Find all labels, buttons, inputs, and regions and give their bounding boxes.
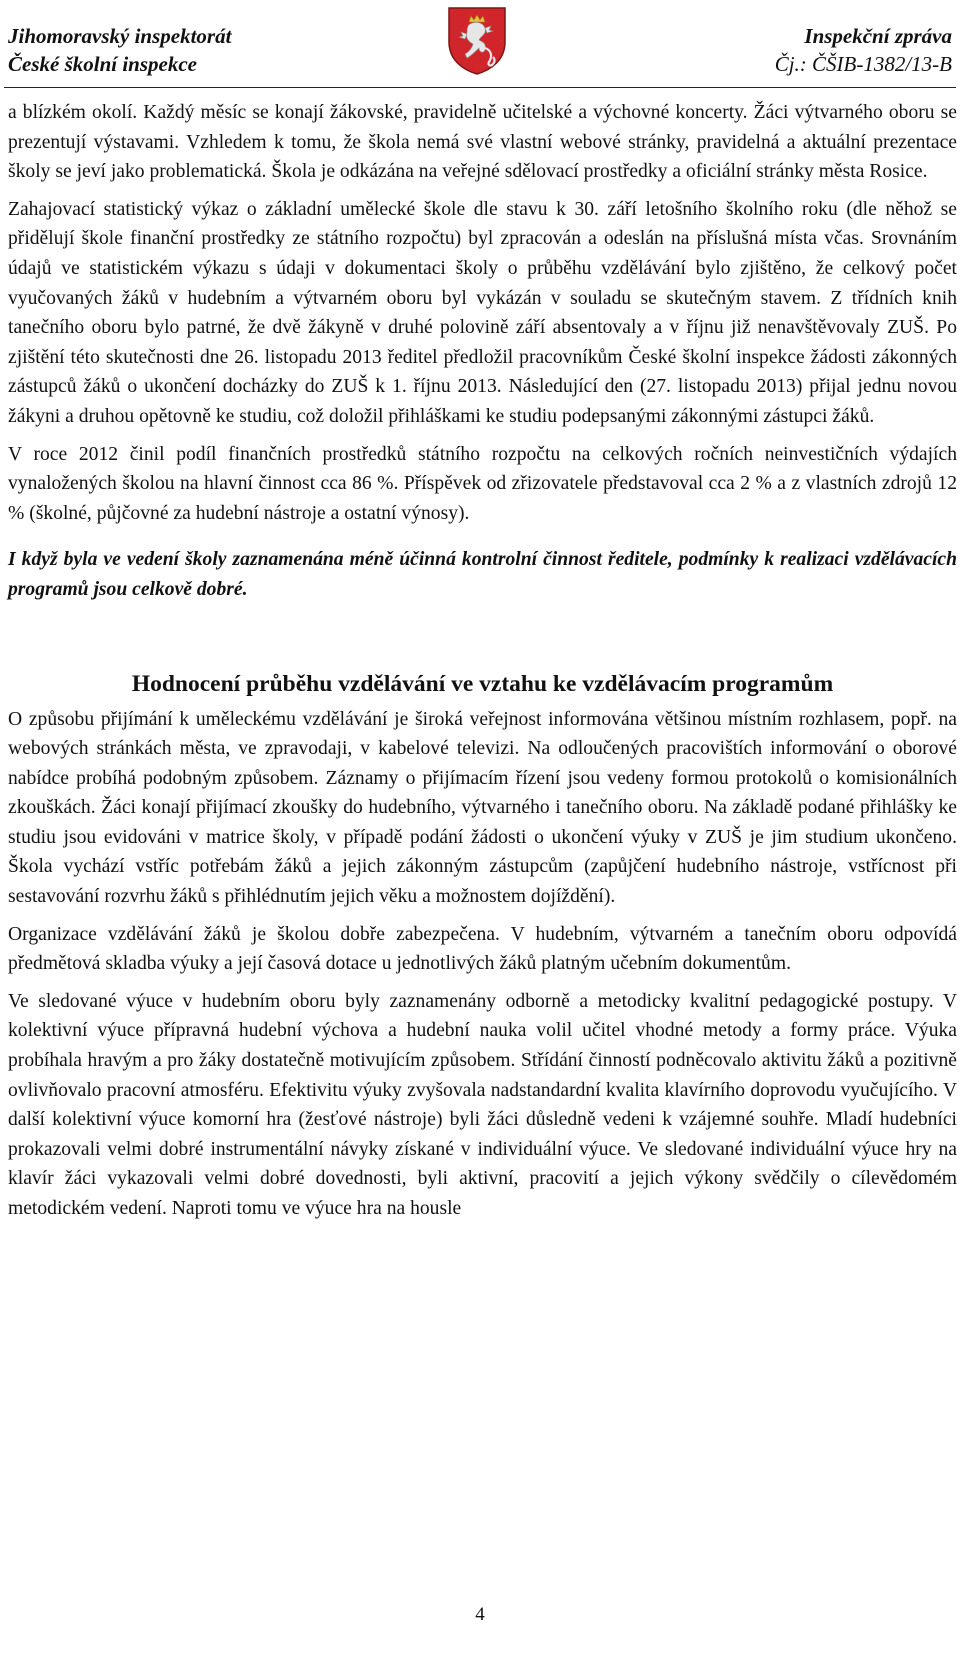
section-heading: Hodnocení průběhu vzdělávání ve vztahu ke vzdělávacím programům	[131, 670, 834, 697]
header-divider	[4, 87, 956, 88]
conclusion-statement: I když byla ve vedení školy zaznamenána méně účinná kontrolní činnost ředitele, podmínky k realizaci vzdělávacích programů jsou celkově dobré.	[8, 549, 957, 600]
page-number: 4	[475, 1604, 485, 1625]
paragraph: Organizace vzdělávání žáků je školou dobře zabezpečena. V hudebním, výtvarném a tanečním oboru odpovídá předmětová skladba výuky a její časová dotace u jednotlivých žáků platným učebním dokumentům.	[8, 923, 957, 975]
header-right	[775, 22, 952, 78]
czech-lion-emblem-icon	[445, 4, 509, 76]
page-header	[0, 0, 960, 90]
paragraph: O způsobu přijímání k uměleckému vzdělávání je široká veřejnost informována většinou místním rozhlasem, popř. na webových stránkách města, ve zpravodaji, v kabelové televizi. Na odloučených pracovištích informování o oborové nabídce probíhá podobným způsobem. Záznamy o přijímacím řízení jsou vedeny formou protokolů o komisionálních zkouškách. Žáci konají přijímací zkoušky do hudebního, výtvarného i tanečního oboru. Na základě podané přihlášky ke studiu jsou evidováni v matrice školy, v případě podání žádosti o ukončení výuky v ZUŠ je jim studium ukončeno. Škola vychází vstříc potřebám žáků a jejich zákonným zástupcům (zapůjčení hudebního nástroje, vstřícnost při sestavování rozvrhu žáků s přihlédnutím jejich věku a možnostem dojíždění).	[8, 708, 957, 908]
paragraph: Zahajovací statistický výkaz o základní umělecké škole dle stavu k 30. září letošního školního roku (dle něhož se přidělují škole finanční prostředky ze státního rozpočtu) byl zpracován a odeslán na příslušná místa včas. Srovnáním údajů ve statistickém výkazu s údaji v dokumentaci školy o průběhu vzdělávání bylo zjištěno, že celkový počet vyučovaných žáků v hudebním a výtvarném oboru byl vykázán v souladu se skutečným stavem. Z třídních knih tanečního oboru bylo patrné, že dvě žákyně v druhé polovině září absentovaly a v říjnu již nenavštěvovaly ZUŠ. Po zjištění této skutečnosti dne 26. listopadu 2013 ředitel předložil pracovníkům České školní inspekce žádosti zákonných zástupců žáků o ukončení docházky do ZUŠ k 1. říjnu 2013. Následující den (27. listopadu 2013) přijal jednu novou žákyni a druhou opětovně ke studiu, což doložil přihláškami ke studiu podepsanými zákonnými zástupci žáků.	[8, 198, 957, 427]
paragraph: V roce 2012 činil podíl finančních prostředků státního rozpočtu na celkových ročních neinvestičních výdajích vynaložených školou na hlavní činnost cca 86 %. Příspěvek od zřizovatele představoval cca 2 % a z vlastních zdrojů 12 % (školné, půjčovné za hudební nástroje a ostatní výnosy).	[8, 443, 957, 524]
reference-number: Čj.: ČŠIB-1382/13-B	[774, 52, 952, 76]
report-type: Inspekční zpráva	[804, 24, 952, 48]
inspection-authority: České školní inspekce	[8, 52, 197, 76]
paragraph: Ve sledované výuce v hudebním oboru byly zaznamenány odborně a metodicky kvalitní pedagogické postupy. V kolektivní výuce přípravná hudební výchova a hudební nauka volil učitel vhodné metody a formy práce. Výuka probíhala hravým a pro žáky dostatečně motivujícím způsobem. Střídání činností podněcovalo aktivitu žáků a pozitivně ovlivňovalo pracovní atmosféru. Efektivitu výuky zvyšovala nadstandardní kvalita klavírního doprovodu vyučujícího. V další kolektivní výuce komorní hra (žesťové nástroje) byli žáci důsledně vedeni k vzájemné souhře. Mladí hudebníci prokazovali velmi dobré instrumentální návyky získané v individuální výuce. Ve sledované individuální výuce hry na klavír žáci vykazovali velmi dobré dovednosti, byli aktivní, pracovití a jejich výkony svědčily o cílevědomém metodickém vedení. Naproti tomu ve výuce hra na housle	[8, 990, 957, 1219]
inspectorate-name: Jihomoravský inspektorát	[8, 24, 232, 48]
paragraph: a blízkém okolí. Každý měsíc se konají žákovské, pravidelně učitelské a výchovné koncerty. Žáci výtvarného oboru se prezentují výstavami. Vzhledem k tomu, že škola nemá své vlastní webové stránky, pravidelná a aktuální prezentace školy se jeví jako problematická. Škola je odkázána na veřejné sdělovací prostředky a oficiální stránky města Rosice.	[8, 102, 957, 183]
document-body	[8, 98, 957, 1232]
header-left	[8, 22, 231, 78]
